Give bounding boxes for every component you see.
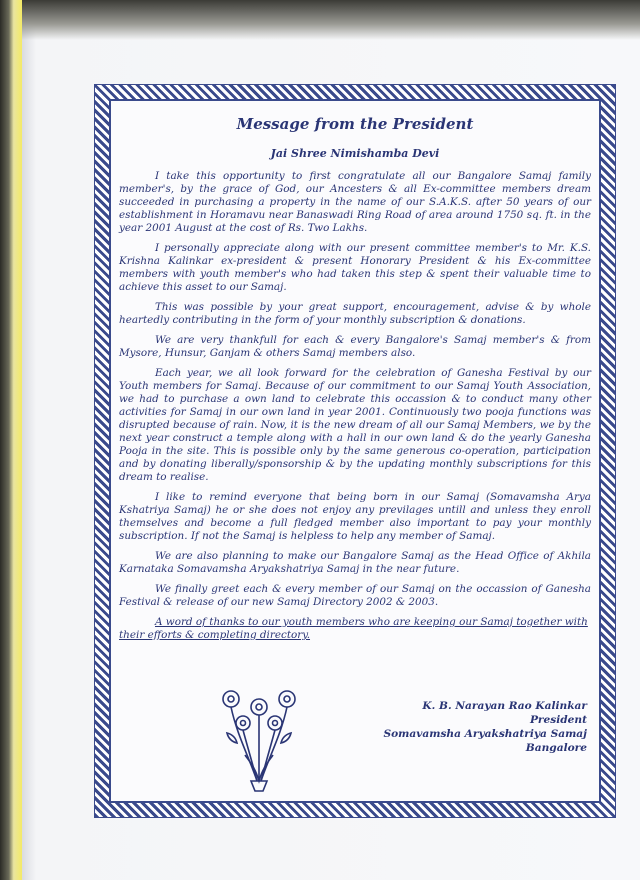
paragraph: This was possible by your great support, encouragement, advise & by whole heartedly contributing in the form of your monthly subscription & donations. bbox=[119, 301, 591, 326]
decorative-border-frame bbox=[95, 85, 615, 817]
paragraph: We finally greet each & every member of our Samaj on the occassion of Ganesha Festival & release of our new Samaj Directory 2002 & 2003. bbox=[119, 583, 591, 608]
paragraph: We are also planning to make our Bangalore Samaj as the Head Office of Akhila Karnataka Somavamsha Aryakshatriya Samaj in the near future. bbox=[119, 550, 591, 575]
paragraph: I personally appreciate along with our present committee member's to Mr. K.S. Krishna Kalinkar ex-president & present Honorary President & his Ex-committee members with youth member's who had taken this step & spent their valuable time to achieve this asset to our Samaj. bbox=[119, 242, 591, 293]
floral-ornament-icon bbox=[201, 685, 321, 795]
page-fold-shadow bbox=[22, 0, 640, 40]
book-binding-edge bbox=[0, 0, 22, 880]
paragraph: Each year, we all look forward for the celebration of Ganesha Festival by our Youth members for Samaj. Because of our commitment to our Samaj Youth Association, we had to purchase a own land to celebrate this occassion & to conduct many other activities for Samaj in our own land in year 2001. Continuously two pooja functions was disrupted because of rain. Now, it is the new dream of all our Samaj Members, we by the next year construct a temple along with a hall in our own land & do the yearly Ganesha Pooja in the site. This is possible only by the same generous co-operation, participation and by donating liberally/sponsorship & by the updating monthly subscriptions for this dream to realise. bbox=[119, 367, 591, 483]
message-content bbox=[119, 105, 591, 797]
signatory-city: Bangalore bbox=[525, 742, 587, 754]
invocation-line: Jai Shree Nimishamba Devi bbox=[270, 147, 440, 160]
signatory-organization: Somavamsha Aryakshatriya Samaj bbox=[383, 728, 587, 740]
signature-block bbox=[383, 699, 587, 755]
thanks-note: A word of thanks to our youth members who are keeping our Samaj together with their efforts & completing directory. bbox=[119, 616, 588, 641]
paragraph: We are very thankfull for each & every Bangalore's Samaj member's & from Mysore, Hunsur, Ganjam & others Samaj members also. bbox=[119, 334, 591, 359]
signatory-name: K. B. Narayan Rao Kalinkar bbox=[422, 700, 587, 712]
paragraph: I take this opportunity to first congratulate all our Bangalore Samaj family member's, by the grace of God, our Ancesters & all Ex-committee members dream succeeded in purchasing a property in the name of our S.A.K.S. after 50 years of our establishment in Horamavu near Banaswadi Ring Road of area around 1750 sq. ft. in the year 2001 August at the cost of Rs. Two Lakhs. bbox=[119, 170, 591, 234]
page-title: Message from the President bbox=[236, 115, 474, 133]
signatory-designation: President bbox=[529, 714, 587, 726]
paragraph: I like to remind everyone that being born in our Samaj (Somavamsha Arya Kshatriya Samaj) he or she does not enjoy any previlages untill and unless they enroll themselves and become a full fledged member also important to pay your monthly subscription. If not the Samaj is helpless to help any member of Samaj. bbox=[119, 491, 591, 542]
